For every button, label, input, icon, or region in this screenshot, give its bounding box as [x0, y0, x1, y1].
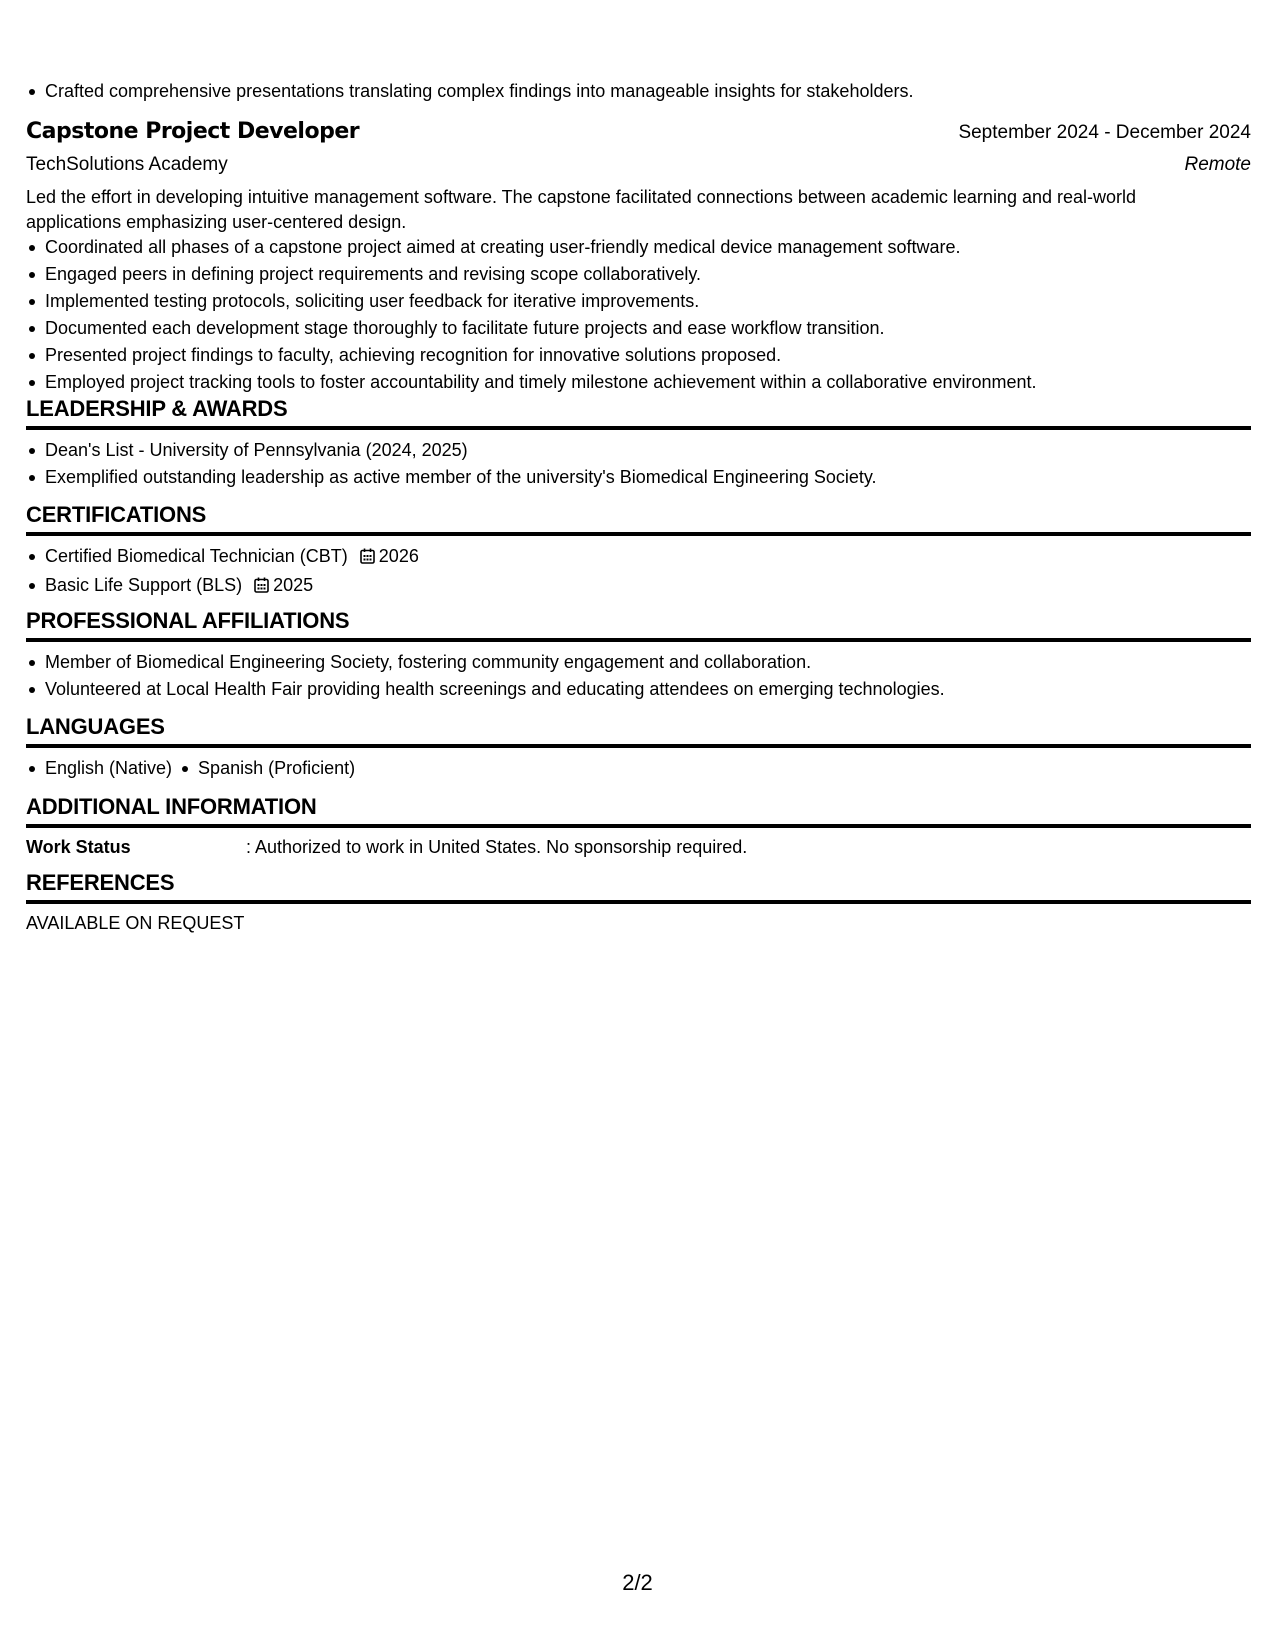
- list-item: Crafted comprehensive presentations translating complex findings into manageable insights for stakeholders.: [45, 78, 1251, 105]
- previous-job-bullets: [26, 78, 1251, 105]
- leadership-section: [26, 395, 1251, 491]
- list-item: [45, 572, 1251, 601]
- certification-year: 2026: [378, 546, 419, 566]
- additional-info-section: [26, 793, 1251, 859]
- section-title: LEADERSHIP & AWARDS: [26, 395, 1251, 430]
- list-item: Dean's List - University of Pennsylvania (2024, 2025): [45, 437, 1251, 464]
- job-company: TechSolutions Academy: [26, 154, 228, 175]
- section-title: LANGUAGES: [26, 713, 1251, 748]
- list-item: Coordinated all phases of a capstone project aimed at creating user-friendly medical device management software.: [45, 234, 1251, 261]
- resume-page: [26, 0, 1251, 1650]
- work-status-row: [26, 835, 1251, 859]
- certification-name: Certified Biomedical Technician (CBT): [45, 546, 348, 566]
- list-item: Implemented testing protocols, soliciting user feedback for iterative improvements.: [45, 288, 1251, 315]
- affiliations-section: [26, 607, 1251, 703]
- job-title: Capstone Project Developer: [26, 119, 360, 144]
- list-item: [45, 543, 1251, 572]
- job-entry: [26, 116, 1251, 396]
- list-item: Volunteered at Local Health Fair providing health screenings and educating attendees on emerging technologies.: [45, 676, 1251, 703]
- page-number: 2/2: [622, 1570, 653, 1595]
- section-title: PROFESSIONAL AFFILIATIONS: [26, 607, 1251, 642]
- languages-section: [26, 713, 1251, 782]
- language-item: English (Native): [45, 755, 172, 782]
- calendar-icon: [254, 574, 269, 601]
- list-item: Member of Biomedical Engineering Society, fostering community engagement and collaboration.: [45, 649, 1251, 676]
- calendar-icon: [360, 545, 375, 572]
- work-status-label: Work Status: [26, 837, 131, 857]
- list-item: Employed project tracking tools to foster accountability and timely milestone achievement within a collaborative environment.: [45, 369, 1251, 396]
- section-title: REFERENCES: [26, 869, 1251, 904]
- language-item: Spanish (Proficient): [198, 755, 355, 782]
- references-section: [26, 869, 1251, 935]
- job-description: Led the effort in developing intuitive management software. The capstone facilitated connections between academic learning and real-world applications emphasizing user-centered design.: [26, 187, 1137, 232]
- certifications-section: [26, 501, 1251, 601]
- job-dates: September 2024 - December 2024: [958, 122, 1251, 143]
- list-item: Presented project findings to faculty, achieving recognition for innovative solutions proposed.: [45, 342, 1251, 369]
- list-item: Exemplified outstanding leadership as active member of the university's Biomedical Engineering Society.: [45, 464, 1251, 491]
- section-title: ADDITIONAL INFORMATION: [26, 793, 1251, 828]
- references-text: AVAILABLE ON REQUEST: [26, 913, 245, 933]
- section-title: CERTIFICATIONS: [26, 501, 1251, 536]
- job-bullets: [26, 234, 1251, 396]
- work-status-value: : Authorized to work in United States. No sponsorship required.: [246, 837, 748, 857]
- certification-year: 2025: [273, 575, 314, 595]
- list-item: Engaged peers in defining project requirements and revising scope collaboratively.: [45, 261, 1251, 288]
- job-location: Remote: [1184, 154, 1251, 175]
- list-item: Documented each development stage thoroughly to facilitate future projects and ease workflow transition.: [45, 315, 1251, 342]
- certification-name: Basic Life Support (BLS): [45, 575, 243, 595]
